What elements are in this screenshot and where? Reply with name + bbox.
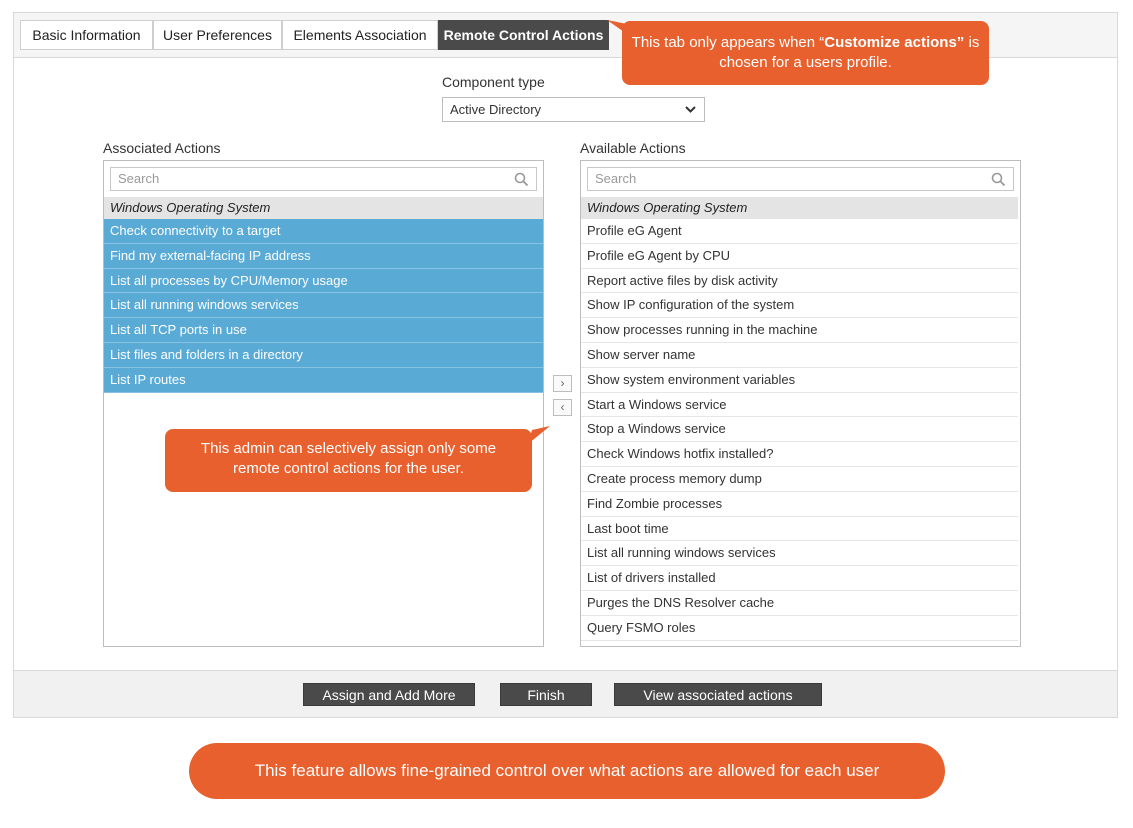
associated-action-item[interactable]: List files and folders in a directory [104,343,543,368]
associated-actions-list [103,160,544,647]
search-icon [991,172,1006,194]
available-action-item[interactable]: Create process memory dump [581,467,1018,492]
associated-action-item[interactable]: List all processes by CPU/Memory usage [104,269,543,294]
available-action-item[interactable]: Check Windows hotfix installed? [581,442,1018,467]
tab-note-text-pre: This tab only appears when “ [631,34,825,51]
component-type-label: Component type [442,74,545,90]
tab-elements-association[interactable]: Elements Association [282,20,438,50]
associated-action-item[interactable]: List IP routes [104,368,543,393]
available-action-item[interactable]: Stop a Windows service [581,417,1018,442]
associated-action-item[interactable]: Find my external-facing IP address [104,244,543,269]
associated-actions-title: Associated Actions [103,140,221,156]
move-left-button[interactable]: ‹ [553,399,572,416]
available-action-item[interactable]: Show processes running in the machine [581,318,1018,343]
available-action-item[interactable]: Show server name [581,343,1018,368]
available-action-item[interactable]: Show IP configuration of the system [581,293,1018,318]
associated-action-item[interactable]: List all TCP ports in use [104,318,543,343]
feature-note-callout: This feature allows fine-grained control over what actions are allowed for each user [189,743,945,799]
tab-note-text-post: is chosen for a users profile. [719,34,980,71]
available-group-header: Windows Operating System [581,197,1018,219]
search-icon [514,172,529,194]
available-action-item[interactable]: Query FSMO roles [581,616,1018,641]
tab-note-text-bold: Customize actions” [824,34,965,51]
available-action-item[interactable]: Show system environment variables [581,368,1018,393]
tab-user-preferences[interactable]: User Preferences [153,20,282,50]
associated-action-item[interactable]: List all running windows services [104,293,543,318]
admin-note-callout: This admin can selectively assign only some remote control actions for the user. [165,429,532,492]
associated-search-input[interactable] [110,167,537,191]
available-actions-title: Available Actions [580,140,686,156]
available-search-input[interactable] [587,167,1014,191]
available-search-placeholder: Search [595,171,637,186]
available-rows [581,219,1018,641]
user-profile-panel [13,12,1118,718]
chevron-down-icon [685,98,696,113]
available-action-item[interactable]: Profile eG Agent by CPU [581,244,1018,269]
assign-and-add-more-button[interactable]: Assign and Add More [303,683,475,706]
tab-note-callout [622,21,989,85]
available-action-item[interactable]: Profile eG Agent [581,219,1018,244]
tab-basic-information[interactable]: Basic Information [20,20,153,50]
available-action-item[interactable]: Find Zombie processes [581,492,1018,517]
available-action-item[interactable]: List of drivers installed [581,566,1018,591]
move-right-button[interactable]: › [553,375,572,392]
available-actions-list [580,160,1021,647]
view-associated-actions-button[interactable]: View associated actions [614,683,822,706]
available-action-item[interactable]: Last boot time [581,517,1018,542]
available-action-item[interactable]: List all running windows services [581,541,1018,566]
associated-group-header: Windows Operating System [104,197,543,219]
finish-button[interactable]: Finish [500,683,592,706]
tab-remote-control-actions[interactable]: Remote Control Actions [438,20,609,50]
available-action-item[interactable]: Purges the DNS Resolver cache [581,591,1018,616]
associated-action-item[interactable]: Check connectivity to a target [104,219,543,244]
component-type-select[interactable] [442,97,705,122]
component-type-value: Active Directory [450,102,542,117]
available-action-item[interactable]: Start a Windows service [581,393,1018,418]
associated-search-placeholder: Search [118,171,160,186]
form-footer [14,670,1117,717]
associated-rows [104,219,543,393]
available-action-item[interactable]: Report active files by disk activity [581,269,1018,294]
